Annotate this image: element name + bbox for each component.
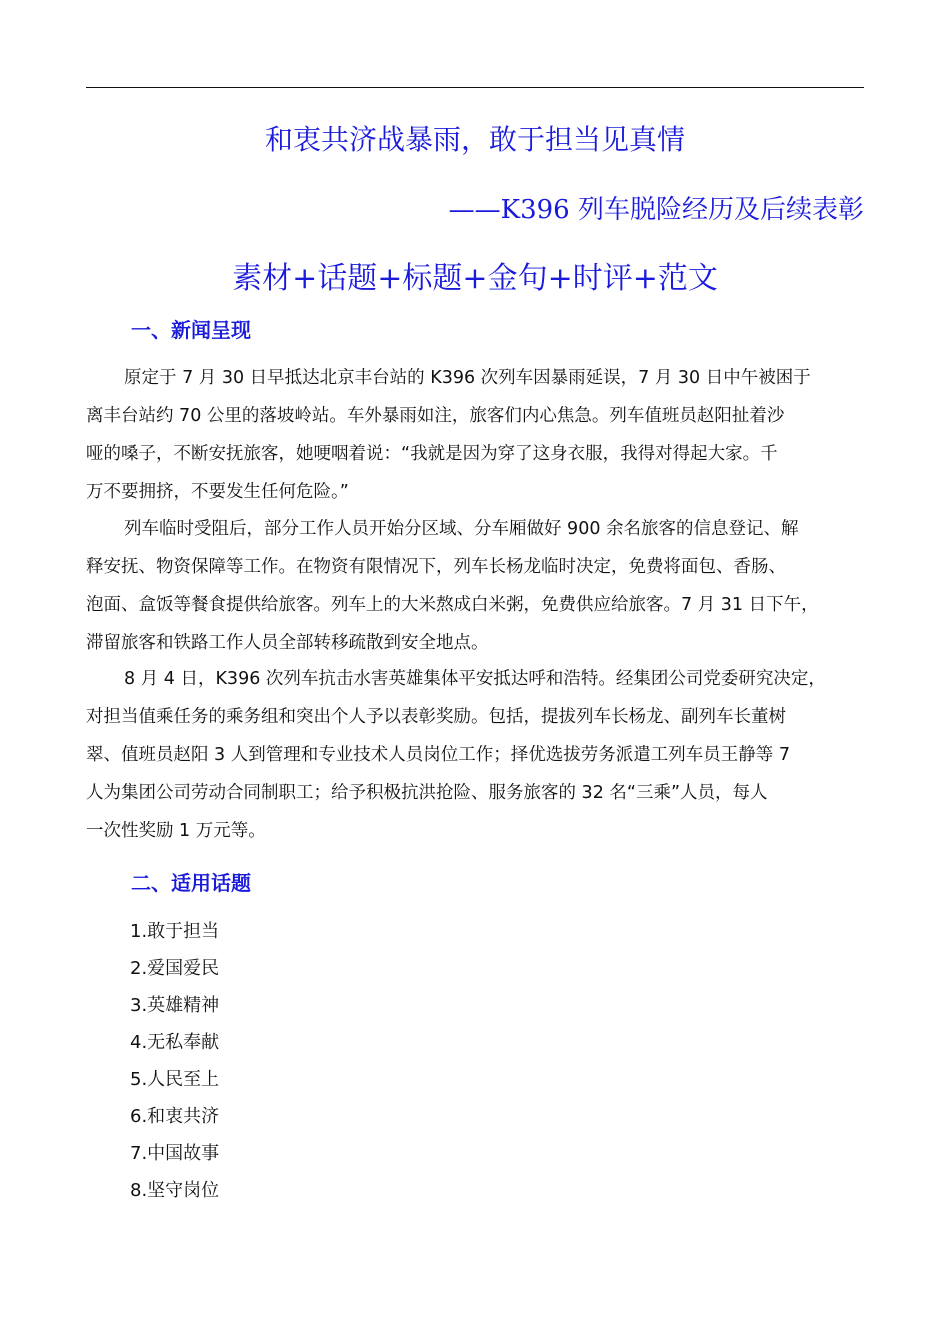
paragraph-line: 滞留旅客和铁路工作人员全部转移疏散到安全地点。 — [86, 633, 489, 653]
paragraph-line: 离丰台站约 70 公里的落坡岭站。车外暴雨如注，旅客们内心焦急。列车值班员赵阳扯着沙 — [86, 406, 785, 426]
topic-item: 6.和衷共济 — [130, 1106, 220, 1127]
section-heading-news: 一、新闻呈现 — [131, 318, 251, 342]
paragraph-line: 人为集团公司劳动合同制职工；给予积极抗洪抢险、服务旅客的 32 名“三乘”人员，每人 — [86, 783, 768, 803]
paragraph-line: 万不要拥挤，不要发生任何危险。” — [86, 482, 349, 502]
topic-item: 5.人民至上 — [130, 1069, 220, 1090]
header-rule — [86, 87, 864, 88]
paragraph-line: 泡面、盒饭等餐食提供给旅客。列车上的大米熬成白米粥，免费供应给旅客。7 月 31 日下午， — [86, 595, 819, 615]
topic-item: 3.英雄精神 — [130, 995, 220, 1016]
paragraph-line: 翠、值班员赵阳 3 人到管理和专业技术人员岗位工作；择优选拔劳务派遣工列车员王静等 7 — [86, 745, 790, 765]
document-tagline: 素材+话题+标题+金句+时评+范文 — [232, 261, 718, 296]
paragraph-line: 哑的嗓子，不断安抚旅客，她哽咽着说：“我就是因为穿了这身衣服，我得对得起大家。千 — [86, 444, 778, 464]
paragraph-line: 释安抚、物资保障等工作。在物资有限情况下，列车长杨龙临时决定，免费将面包、香肠、 — [86, 557, 786, 577]
topic-item: 4.无私奉献 — [130, 1032, 220, 1053]
topic-item: 2.爱国爱民 — [130, 958, 220, 979]
paragraph-line: 一次性奖励 1 万元等。 — [86, 821, 266, 841]
document-subtitle: ——K396 列车脱险经历及后续表彰 — [448, 195, 864, 225]
paragraph-line: 列车临时受阻后，部分工作人员开始分区域、分车厢做好 900 余名旅客的信息登记、解 — [124, 519, 799, 539]
paragraph-line: 8 月 4 日，K396 次列车抗击水害英雄集体平安抵达呼和浩特。经集团公司党委研究决定， — [124, 669, 826, 689]
topic-item: 1.敢于担当 — [130, 921, 220, 942]
document-title: 和衷共济战暴雨，敢于担当见真情 — [264, 123, 685, 156]
paragraph-line: 原定于 7 月 30 日早抵达北京丰台站的 K396 次列车因暴雨延误，7 月 30 日中午被困于 — [124, 368, 811, 388]
topic-item: 8.坚守岗位 — [130, 1180, 220, 1201]
paragraph-line: 对担当值乘任务的乘务组和突出个人予以表彰奖励。包括，提拔列车长杨龙、副列车长董树 — [86, 707, 786, 727]
section-heading-topics: 二、适用话题 — [131, 871, 251, 895]
topic-item: 7.中国故事 — [130, 1143, 220, 1164]
